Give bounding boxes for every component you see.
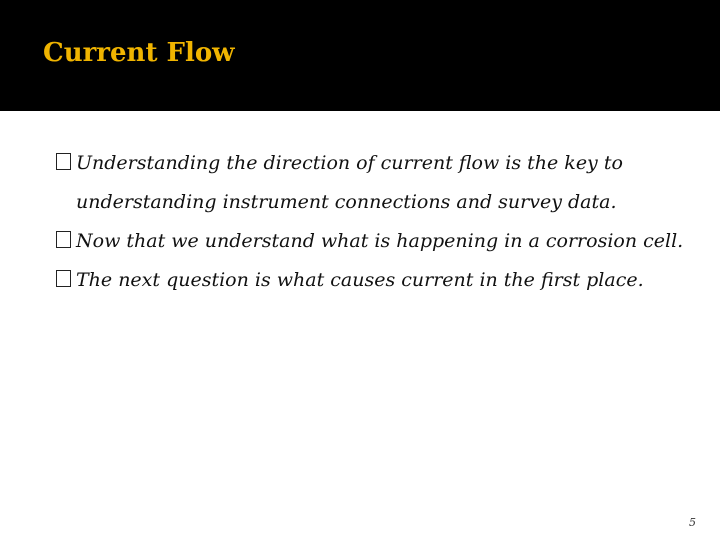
bullet-text: Now that we understand what is happening in a corrosion cell. [76, 230, 684, 252]
title-bar [0, 0, 720, 111]
bullet-text: The next question is what causes current in the first place. [76, 269, 644, 291]
bullet-list [56, 144, 706, 300]
empty-square-icon [56, 153, 71, 170]
page-number: 5 [689, 516, 696, 529]
bullet-text: Understanding the direction of current flow is the key to understanding instrument connections and survey data. [76, 152, 623, 213]
slide-title: Current Flow [43, 38, 235, 68]
bullet-item [56, 261, 706, 300]
empty-square-icon [56, 270, 71, 287]
empty-square-icon [56, 231, 71, 248]
bullet-item [56, 144, 706, 222]
bullet-item [56, 222, 706, 261]
